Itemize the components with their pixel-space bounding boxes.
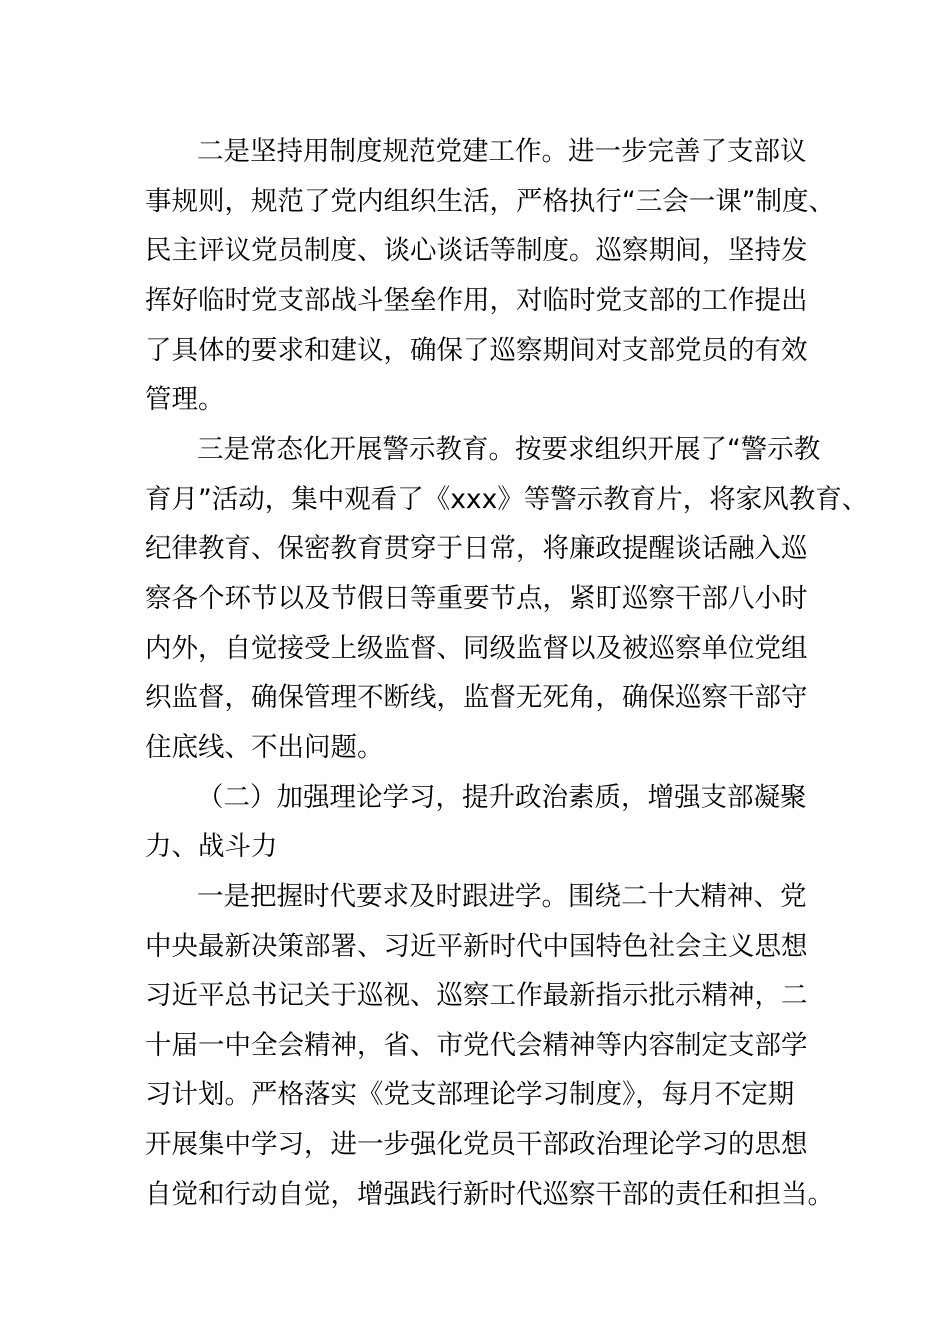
document-body bbox=[145, 127, 869, 1219]
text-line: 事规则，规范了党内组织生活，严格执行“三会一课”制度、 bbox=[145, 185, 835, 217]
text-line: 中央最新决策部署、习近平新时代中国特色社会主义思想 bbox=[145, 930, 808, 962]
text-line: 力、战斗力 bbox=[145, 831, 278, 863]
text-line: 一是把握时代要求及时跟进学。围绕二十大精神、党 bbox=[197, 880, 807, 912]
text-line: 习近平总书记关于巡视、巡察工作最新指示批示精神，二 bbox=[145, 980, 808, 1012]
text-line: 习计划。严格落实《党支部理论学习制度》，每月不定期 bbox=[145, 1079, 795, 1111]
text-line: 三是常态化开展警示教育。按要求组织开展了“警示教 bbox=[197, 433, 821, 465]
text-line: 住底线、不出问题。 bbox=[145, 731, 384, 763]
text-line: 开展集中学习，进一步强化党员干部政治理论学习的思想 bbox=[145, 1129, 808, 1161]
text-line: 民主评议党员制度、谈心谈话等制度。巡察期间，坚持发 bbox=[145, 235, 808, 267]
text-line: （二）加强理论学习，提升政治素质，增强支部凝聚 bbox=[197, 781, 807, 813]
text-line: 自觉和行动自觉，增强践行新时代巡察干部的责任和担当。 bbox=[145, 1178, 834, 1210]
text-line: 察各个环节以及节假日等重要节点，紧盯巡察干部八小时 bbox=[145, 582, 808, 614]
text-line: 育月”活动，集中观看了《xxx》等警示教育片，将家风教育、 bbox=[145, 483, 869, 515]
text-line: 十届一中全会精神，省、市党代会精神等内容制定支部学 bbox=[145, 1029, 808, 1061]
text-line: 内外，自觉接受上级监督、同级监督以及被巡察单位党组 bbox=[145, 632, 808, 664]
text-line: 了具体的要求和建议，确保了巡察期间对支部党员的有效 bbox=[145, 334, 808, 366]
text-line: 织监督，确保管理不断线，监督无死角，确保巡察干部守 bbox=[145, 682, 808, 714]
text-line: 挥好临时党支部战斗堡垒作用，对临时党支部的工作提出 bbox=[145, 284, 808, 316]
text-line: 管理。 bbox=[145, 384, 225, 416]
text-line: 纪律教育、保密教育贯穿于日常，将廉政提醒谈话融入巡 bbox=[145, 533, 808, 565]
text-line: 二是坚持用制度规范党建工作。进一步完善了支部议 bbox=[197, 136, 807, 167]
